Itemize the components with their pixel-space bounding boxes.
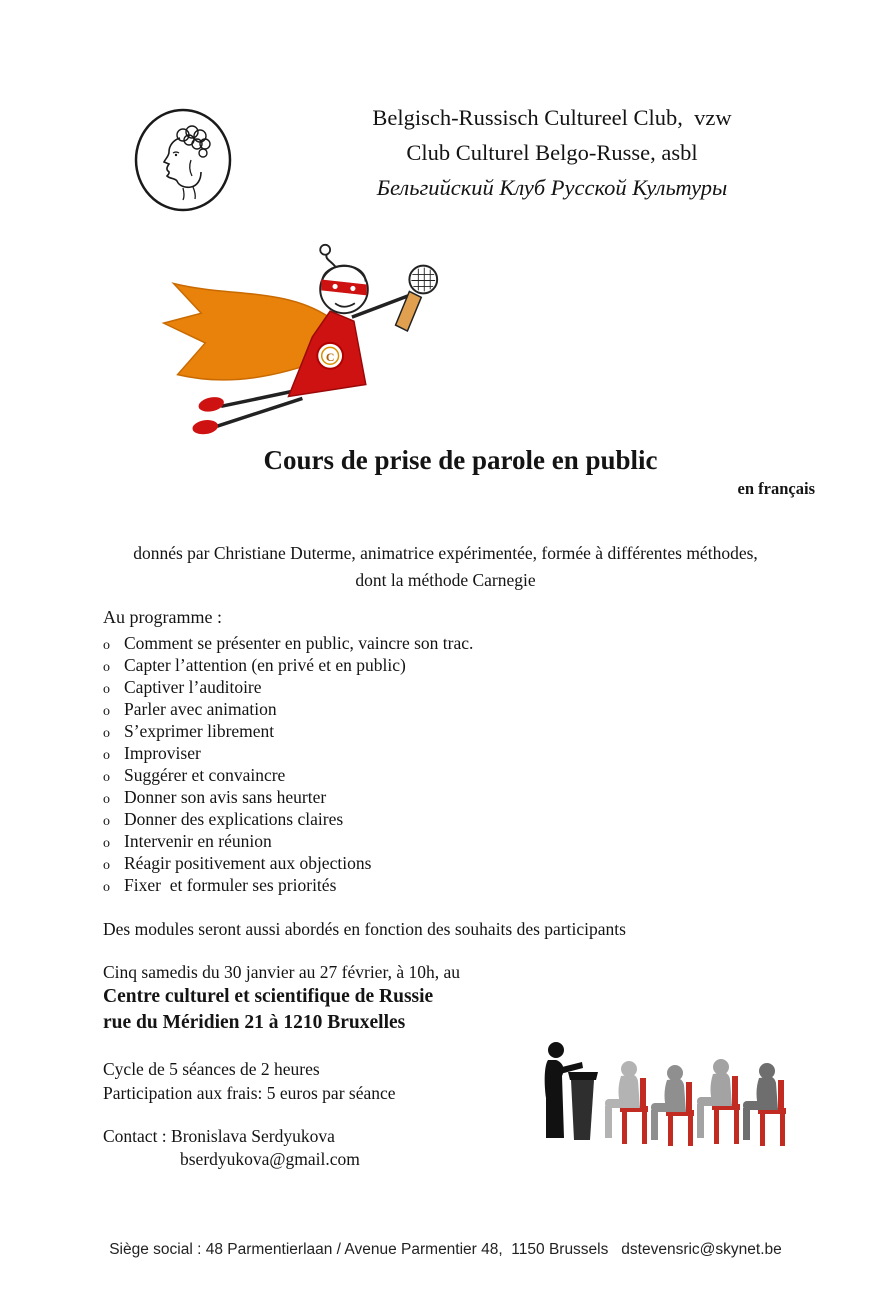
list-item-text: Donner des explications claires [124, 809, 344, 829]
list-item [103, 874, 703, 896]
bullet-marker: o [103, 682, 110, 697]
modules-note: Des modules seront aussi abordés en fonction des souhaits des participants [103, 919, 626, 939]
list-item-text: Parler avec animation [124, 699, 277, 719]
list-item [103, 852, 703, 874]
venue-address: rue du Méridien 21 à 1210 Bruxelles [103, 1012, 406, 1033]
cycle-details: Cycle de 5 séances de 2 heures [103, 1059, 320, 1079]
program-list [103, 632, 703, 896]
list-item [103, 808, 703, 830]
bullet-marker: o [103, 704, 110, 719]
bullet-marker: o [103, 836, 110, 851]
club-name-french: Club Culturel Belgo-Russe, asbl [406, 140, 698, 165]
bullet-marker: o [103, 748, 110, 763]
bullet-marker: o [103, 770, 110, 785]
schedule-line: Cinq samedis du 30 janvier au 27 février, à 10h, au [103, 962, 460, 982]
list-item-text: Donner son avis sans heurter [124, 787, 327, 807]
list-item [103, 698, 703, 720]
contact-name: Contact : Bronislava Serdyukova [103, 1126, 335, 1146]
fee-details: Participation aux frais: 5 euros par séance [103, 1083, 396, 1103]
intro-line-2: dont la méthode Carnegie [355, 570, 536, 590]
list-item-text: Captiver l’auditoire [124, 677, 262, 697]
page-title: Cours de prise de parole en public [263, 445, 658, 475]
footer-address: Siège social : 48 Parmentierlaan / Avenue Parmentier 48, 1150 Brussels dstevensric@skynet.be [109, 1241, 782, 1258]
bullet-marker: o [103, 880, 110, 895]
bullet-marker: o [103, 858, 110, 873]
list-item-text: Intervenir en réunion [124, 831, 272, 851]
list-item [103, 632, 703, 654]
list-item [103, 830, 703, 852]
club-name-russian: Бельгийский Клуб Русской Культуры [376, 175, 728, 200]
bullet-marker: o [103, 814, 110, 829]
list-item [103, 654, 703, 676]
pushkin-profile-logo-icon [133, 108, 233, 213]
bullet-marker: o [103, 660, 110, 675]
list-item-text: S’exprimer librement [124, 721, 275, 741]
list-item [103, 676, 703, 698]
program-heading: Au programme : [103, 607, 222, 627]
bullet-marker: o [103, 638, 110, 653]
intro-line-1: donnés par Christiane Duterme, animatrice expérimentée, formée à différentes méthodes, [133, 543, 758, 563]
contact-email: bserdyukova@gmail.com [180, 1149, 360, 1169]
list-item-text: Comment se présenter en public, vaincre son trac. [124, 633, 474, 653]
list-item [103, 764, 703, 786]
language-note: en français [737, 479, 815, 498]
club-header [262, 100, 842, 205]
intro-paragraph [0, 540, 891, 594]
list-item-text: Capter l’attention (en privé et en public) [124, 655, 406, 675]
club-name-dutch: Belgisch-Russisch Cultureel Club, vzw [372, 105, 732, 130]
venue-name: Centre culturel et scientifique de Russie [103, 986, 434, 1007]
svg-text:C: C [325, 349, 335, 364]
list-item [103, 720, 703, 742]
bullet-marker: o [103, 726, 110, 741]
list-item-text: Fixer et formuler ses priorités [124, 875, 337, 895]
list-item-text: Suggérer et convaincre [124, 765, 286, 785]
bullet-marker: o [103, 792, 110, 807]
list-item-text: Improviser [124, 743, 201, 763]
list-item [103, 742, 703, 764]
list-item [103, 786, 703, 808]
superhero-speaker-illustration [122, 226, 457, 444]
list-item-text: Réagir positivement aux objections [124, 853, 372, 873]
speaker-audience-illustration [528, 1036, 800, 1148]
